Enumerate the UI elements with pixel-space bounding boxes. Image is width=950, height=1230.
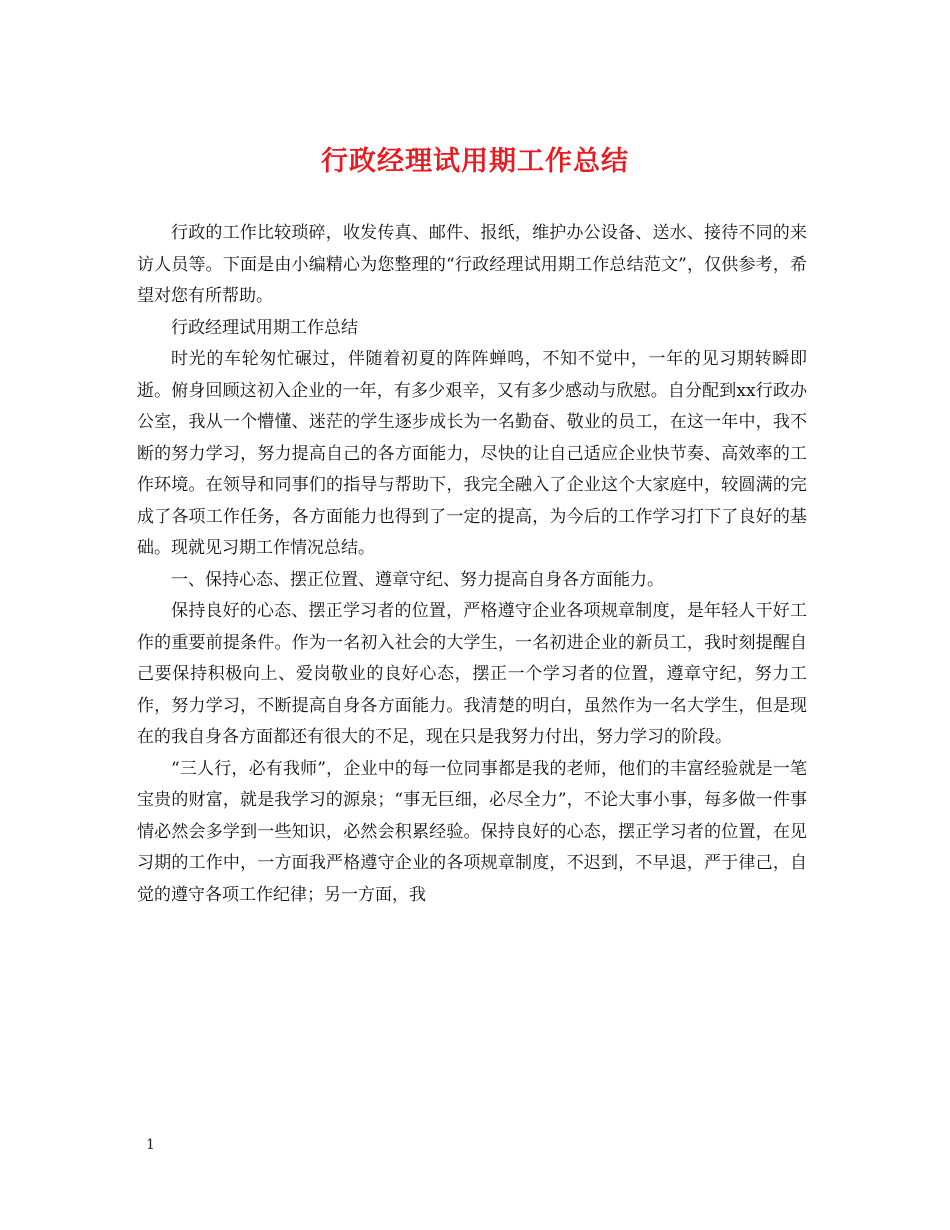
body-paragraph: 时光的车轮匆忙碾过，伴随着初夏的阵阵蝉鸣，不知不觉中，一年的见习期转瞬即逝。俯身回顾这初入企业的一年，有多少艰辛，又有多少感动与欣慰。自分配到xx行政办公室，我从一个懵懂、迷茫的学生逐步成长为一名勤奋、敬业的员工，在这一年中，我不断的努力学习，努力提高自己的各方面能力，尽快的让自己适应企业快节奏、高效率的工作环境。在领导和同事们的指导与帮助下，我完全融入了企业这个大家庭中，较圆满的完成了各项工作任务，各方面能力也得到了一定的提高，为今后的工作学习打下了良好的基础。现就见习期工作情况总结。 — [137, 349, 807, 558]
document-body — [137, 218, 807, 911]
section-heading: 一、保持心态、摆正位置、遵章守纪、努力提高自身各方面能力。 — [171, 569, 664, 590]
body-paragraph: 保持良好的心态、摆正学习者的位置，严格遵守企业各项规章制度，是年轻人干好工作的重要前提条件。作为一名初入社会的大学生，一名初进企业的新员工，我时刻提醒自己要保持积极向上、爱岗敬业的良好心态，摆正一个学习者的位置，遵章守纪，努力工作，努力学习，不断提高自身各方面能力。我清楚的明白，虽然作为一名大学生，但是现在的我自身各方面都还有很大的不足，现在只是我努力付出，努力学习的阶段。 — [137, 601, 807, 747]
page-number: 1 — [146, 1137, 155, 1153]
document-title: 行政经理试用期工作总结 — [321, 146, 629, 177]
subtitle-paragraph: 行政经理试用期工作总结 — [171, 317, 358, 338]
body-paragraph: “三人行，必有我师”，企业中的每一位同事都是我的老师，他们的丰富经验就是一笔宝贵的财富，就是我学习的源泉；“事无巨细，必尽全力”，不论大事小事，每多做一件事情必然会多学到一些知识，必然会积累经验。保持良好的心态，摆正学习者的位置，在见习期的工作中，一方面我严格遵守企业的各项规章制度，不迟到，不早退，严于律己，自觉的遵守各项工作纪律；另一方面，我 — [137, 758, 807, 905]
intro-paragraph: 行政的工作比较琐碎，收发传真、邮件、报纸，维护办公设备、送水、接待不同的来访人员等。下面是由小编精心为您整理的“行政经理试用期工作总结范文”，仅供参考，希望对您有所帮助。 — [137, 223, 807, 306]
